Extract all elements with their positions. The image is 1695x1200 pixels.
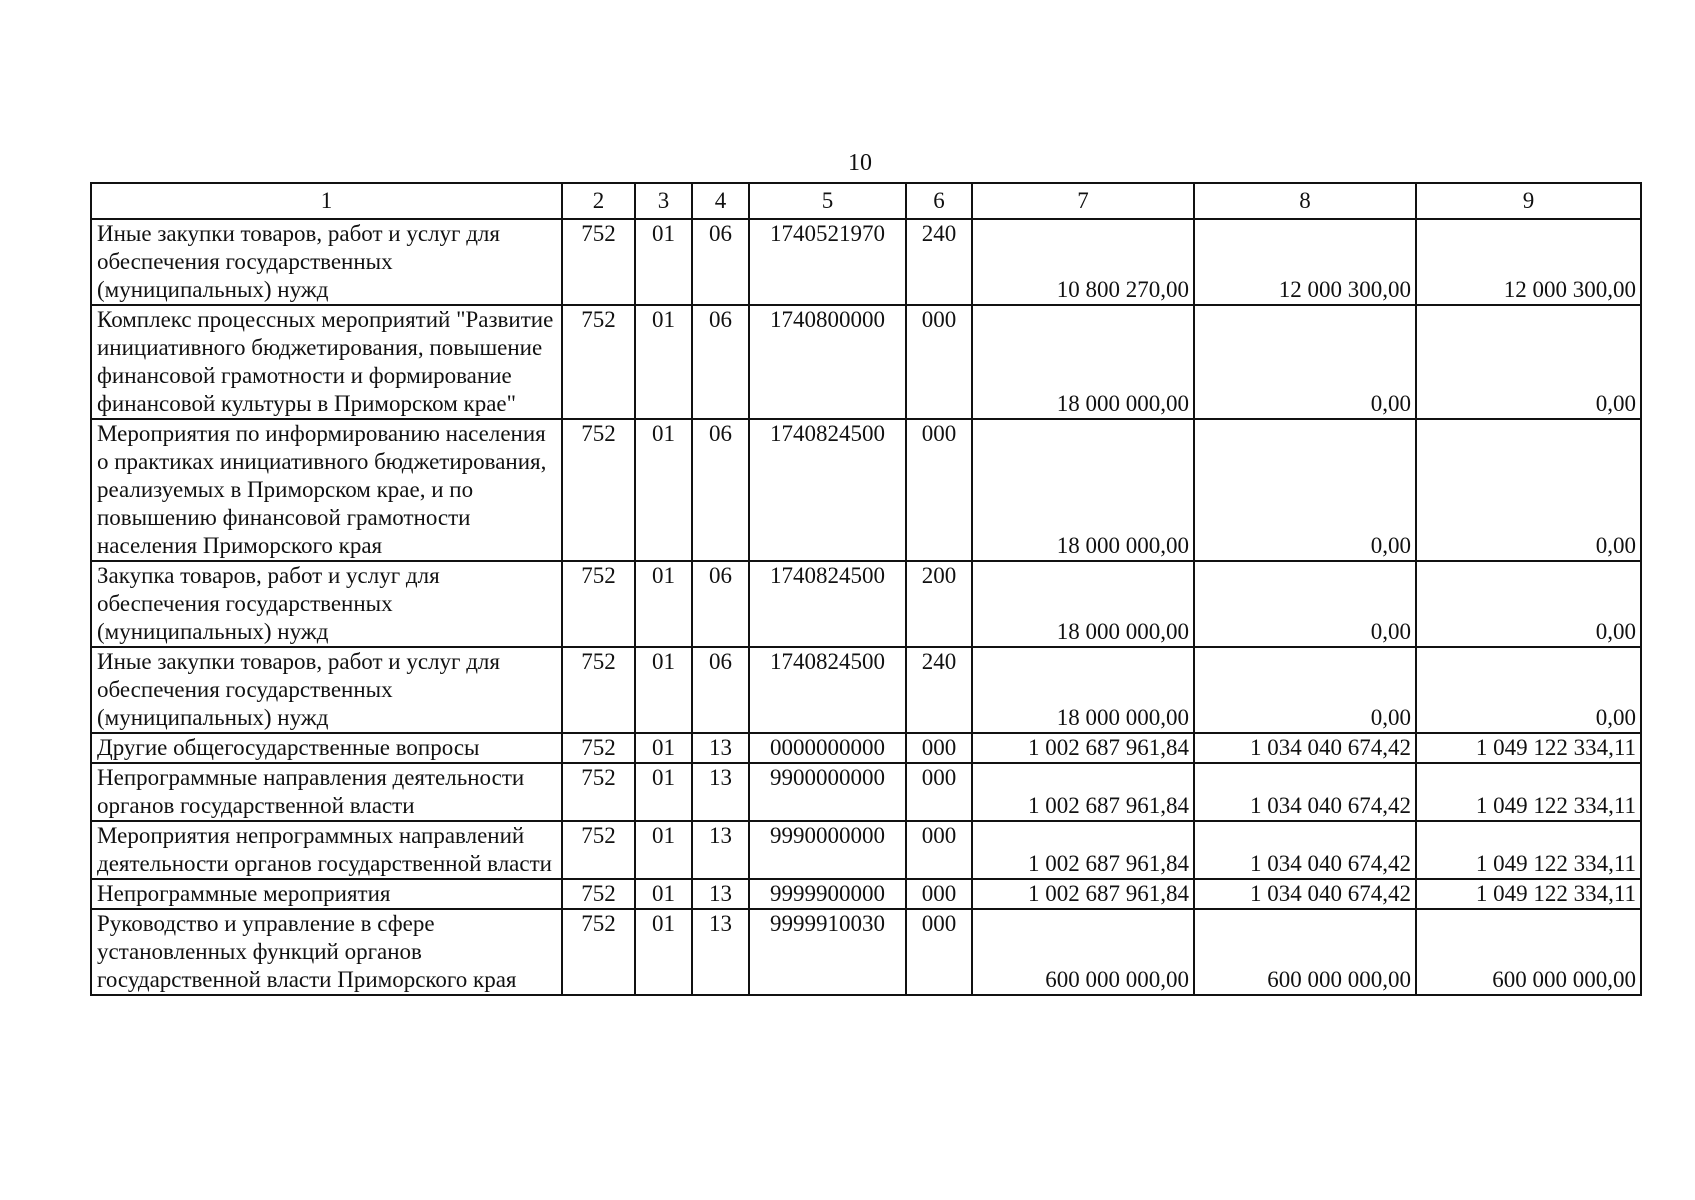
item-name-cell: Руководство и управление в сфере установленных функций органов государственной власти Приморского края: [91, 909, 562, 995]
section-code-cell: 01: [635, 821, 692, 879]
item-name-cell: Мероприятия непрограммных направлений деятельности органов государственной власти: [91, 821, 562, 879]
amount-col7-cell: 18 000 000,00: [972, 647, 1194, 733]
amount-col8-cell: 0,00: [1194, 561, 1416, 647]
amount-col9-cell: 0,00: [1416, 305, 1641, 419]
target-article-cell: 0000000000: [749, 733, 906, 763]
target-article-cell: 1740824500: [749, 419, 906, 561]
target-article-cell: 9999910030: [749, 909, 906, 995]
table-row: [91, 419, 1641, 561]
amount-col9-cell: 1 049 122 334,11: [1416, 733, 1641, 763]
section-code-cell: 01: [635, 879, 692, 909]
section-code-cell: 01: [635, 561, 692, 647]
subsection-code-cell: 06: [692, 419, 749, 561]
header-cell-7: 7: [972, 183, 1194, 219]
subsection-code-cell: 13: [692, 733, 749, 763]
expense-type-cell: 000: [906, 733, 972, 763]
section-code-cell: 01: [635, 419, 692, 561]
amount-col8-cell: 0,00: [1194, 419, 1416, 561]
target-article-cell: 9999900000: [749, 879, 906, 909]
amount-col8-cell: 0,00: [1194, 647, 1416, 733]
amount-col7-cell: 1 002 687 961,84: [972, 821, 1194, 879]
ministry-code-cell: 752: [562, 821, 635, 879]
expense-type-cell: 000: [906, 821, 972, 879]
item-name-cell: Иные закупки товаров, работ и услуг для обеспечения государственных (муниципальных) нужд: [91, 219, 562, 305]
header-cell-6: 6: [906, 183, 972, 219]
header-cell-4: 4: [692, 183, 749, 219]
item-name-cell: Мероприятия по информированию населения о практиках инициативного бюджетирования, реализуемых в Приморском крае, и по повышению финансовой грамотности населения Приморского края: [91, 419, 562, 561]
ministry-code-cell: 752: [562, 305, 635, 419]
table-row: [91, 733, 1641, 763]
amount-col9-cell: 0,00: [1416, 647, 1641, 733]
amount-col8-cell: 1 034 040 674,42: [1194, 733, 1416, 763]
amount-col7-cell: 1 002 687 961,84: [972, 879, 1194, 909]
item-name-cell: Комплекс процессных мероприятий "Развитие инициативного бюджетирования, повышение финансовой грамотности и формирование финансовой культуры в Приморском крае": [91, 305, 562, 419]
target-article-cell: 1740824500: [749, 561, 906, 647]
header-cell-1: 1: [91, 183, 562, 219]
expense-type-cell: 000: [906, 879, 972, 909]
item-name-cell: Непрограммные направления деятельности органов государственной власти: [91, 763, 562, 821]
subsection-code-cell: 06: [692, 561, 749, 647]
subsection-code-cell: 13: [692, 879, 749, 909]
item-name-cell: Закупка товаров, работ и услуг для обеспечения государственных (муниципальных) нужд: [91, 561, 562, 647]
target-article-cell: 9990000000: [749, 821, 906, 879]
table-row: [91, 909, 1641, 995]
ministry-code-cell: 752: [562, 561, 635, 647]
section-code-cell: 01: [635, 909, 692, 995]
table-row: [91, 561, 1641, 647]
amount-col9-cell: 0,00: [1416, 561, 1641, 647]
ministry-code-cell: 752: [562, 879, 635, 909]
expense-type-cell: 200: [906, 561, 972, 647]
ministry-code-cell: 752: [562, 419, 635, 561]
expense-type-cell: 000: [906, 909, 972, 995]
item-name-cell: Другие общегосударственные вопросы: [91, 733, 562, 763]
ministry-code-cell: 752: [562, 733, 635, 763]
amount-col7-cell: 18 000 000,00: [972, 419, 1194, 561]
amount-col7-cell: 10 800 270,00: [972, 219, 1194, 305]
page-number: 10: [848, 150, 872, 176]
amount-col7-cell: 1 002 687 961,84: [972, 733, 1194, 763]
item-name-cell: Непрограммные мероприятия: [91, 879, 562, 909]
amount-col9-cell: 1 049 122 334,11: [1416, 763, 1641, 821]
expense-type-cell: 000: [906, 305, 972, 419]
table-row: [91, 219, 1641, 305]
amount-col7-cell: 18 000 000,00: [972, 305, 1194, 419]
table-row: [91, 647, 1641, 733]
target-article-cell: 1740800000: [749, 305, 906, 419]
ministry-code-cell: 752: [562, 219, 635, 305]
target-article-cell: 9900000000: [749, 763, 906, 821]
header-cell-3: 3: [635, 183, 692, 219]
ministry-code-cell: 752: [562, 763, 635, 821]
expense-type-cell: 240: [906, 219, 972, 305]
target-article-cell: 1740824500: [749, 647, 906, 733]
item-name-cell: Иные закупки товаров, работ и услуг для обеспечения государственных (муниципальных) нужд: [91, 647, 562, 733]
amount-col7-cell: 600 000 000,00: [972, 909, 1194, 995]
subsection-code-cell: 06: [692, 305, 749, 419]
expense-type-cell: 000: [906, 763, 972, 821]
amount-col9-cell: 1 049 122 334,11: [1416, 879, 1641, 909]
subsection-code-cell: 13: [692, 909, 749, 995]
amount-col8-cell: 0,00: [1194, 305, 1416, 419]
subsection-code-cell: 13: [692, 821, 749, 879]
section-code-cell: 01: [635, 305, 692, 419]
table-body: [91, 219, 1641, 995]
amount-col9-cell: 600 000 000,00: [1416, 909, 1641, 995]
subsection-code-cell: 13: [692, 763, 749, 821]
header-cell-5: 5: [749, 183, 906, 219]
table-header: [91, 183, 1641, 219]
amount-col7-cell: 1 002 687 961,84: [972, 763, 1194, 821]
budget-table: [90, 182, 1642, 996]
amount-col8-cell: 600 000 000,00: [1194, 909, 1416, 995]
header-cell-2: 2: [562, 183, 635, 219]
section-code-cell: 01: [635, 733, 692, 763]
subsection-code-cell: 06: [692, 219, 749, 305]
table-row: [91, 821, 1641, 879]
amount-col8-cell: 1 034 040 674,42: [1194, 763, 1416, 821]
amount-col8-cell: 12 000 300,00: [1194, 219, 1416, 305]
amount-col9-cell: 0,00: [1416, 419, 1641, 561]
section-code-cell: 01: [635, 647, 692, 733]
section-code-cell: 01: [635, 763, 692, 821]
expense-type-cell: 240: [906, 647, 972, 733]
ministry-code-cell: 752: [562, 647, 635, 733]
expense-type-cell: 000: [906, 419, 972, 561]
table-row: [91, 763, 1641, 821]
table-row: [91, 305, 1641, 419]
subsection-code-cell: 06: [692, 647, 749, 733]
amount-col7-cell: 18 000 000,00: [972, 561, 1194, 647]
ministry-code-cell: 752: [562, 909, 635, 995]
amount-col8-cell: 1 034 040 674,42: [1194, 879, 1416, 909]
amount-col8-cell: 1 034 040 674,42: [1194, 821, 1416, 879]
header-cell-8: 8: [1194, 183, 1416, 219]
amount-col9-cell: 12 000 300,00: [1416, 219, 1641, 305]
header-cell-9: 9: [1416, 183, 1641, 219]
header-row: [91, 183, 1641, 219]
table-row: [91, 879, 1641, 909]
target-article-cell: 1740521970: [749, 219, 906, 305]
amount-col9-cell: 1 049 122 334,11: [1416, 821, 1641, 879]
section-code-cell: 01: [635, 219, 692, 305]
